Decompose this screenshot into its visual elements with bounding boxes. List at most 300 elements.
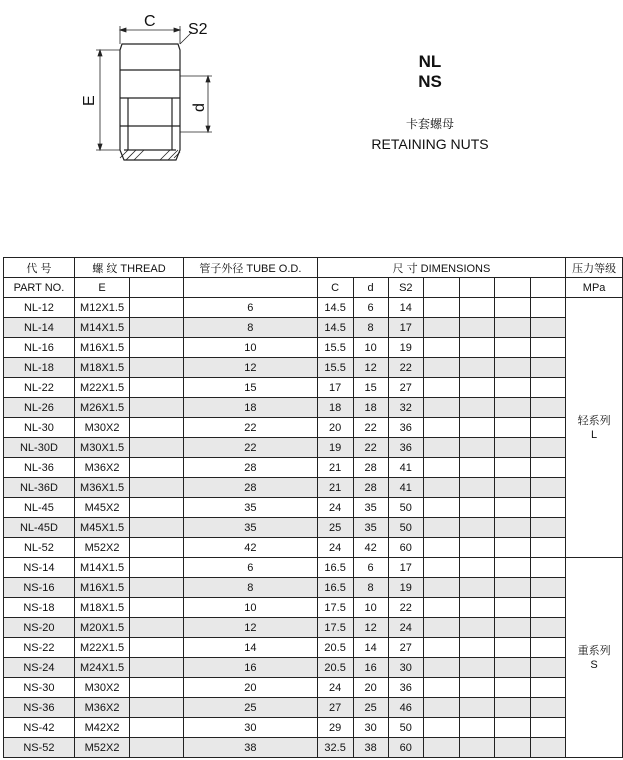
thread-e: M20X1.5: [74, 618, 129, 638]
header-tube-od: 管子外径 TUBE O.D.: [184, 258, 318, 278]
empty-cell: [531, 398, 566, 418]
thread-e: M14X1.5: [74, 318, 129, 338]
light-series-grade: [566, 298, 623, 558]
header-empty: [184, 278, 318, 298]
dim-d: 6: [353, 298, 388, 318]
part-number: NL-36: [4, 458, 75, 478]
empty-cell: [459, 338, 494, 358]
tube-od: 22: [184, 438, 318, 458]
empty-cell: [459, 478, 494, 498]
empty-cell: [130, 378, 184, 398]
table-row: [4, 318, 623, 338]
empty-cell: [423, 338, 459, 358]
title-ns: NS: [418, 72, 442, 91]
empty-cell: [495, 698, 531, 718]
dim-d: 38: [353, 738, 388, 758]
empty-cell: [423, 358, 459, 378]
dim-d: 28: [353, 478, 388, 498]
header-s2: S2: [388, 278, 423, 298]
table-row: [4, 698, 623, 718]
empty-cell: [130, 738, 184, 758]
dim-s2: 46: [388, 698, 423, 718]
empty-cell: [531, 698, 566, 718]
empty-cell: [130, 638, 184, 658]
dim-c: 16.5: [317, 558, 353, 578]
empty-cell: [531, 478, 566, 498]
dim-d: 10: [353, 598, 388, 618]
empty-cell: [423, 398, 459, 418]
dim-d: 30: [353, 718, 388, 738]
dim-c: 19: [317, 438, 353, 458]
dim-c: 24: [317, 678, 353, 698]
part-number: NL-14: [4, 318, 75, 338]
dim-s2: 36: [388, 418, 423, 438]
dim-d: 6: [353, 558, 388, 578]
empty-cell: [130, 338, 184, 358]
empty-cell: [130, 658, 184, 678]
dim-c: 18: [317, 398, 353, 418]
dim-d: 8: [353, 318, 388, 338]
empty-cell: [495, 358, 531, 378]
dimensions-table: [3, 257, 623, 758]
dim-d: 12: [353, 358, 388, 378]
grade-cn: 重系列: [577, 644, 611, 657]
tube-od: 22: [184, 418, 318, 438]
empty-cell: [423, 618, 459, 638]
empty-cell: [495, 418, 531, 438]
dim-d: 15: [353, 378, 388, 398]
header-empty: [423, 278, 459, 298]
table-row: [4, 658, 623, 678]
tube-od: 8: [184, 318, 318, 338]
empty-cell: [459, 318, 494, 338]
retaining-nut-drawing: [70, 8, 240, 178]
thread-e: M45X2: [74, 498, 129, 518]
empty-cell: [130, 718, 184, 738]
tube-od: 12: [184, 358, 318, 378]
table-row: [4, 738, 623, 758]
empty-cell: [531, 578, 566, 598]
header-e: E: [74, 278, 129, 298]
dim-s2: 22: [388, 598, 423, 618]
empty-cell: [459, 718, 494, 738]
table-row: [4, 558, 623, 578]
dim-s2: 50: [388, 498, 423, 518]
header-part-no: PART NO.: [4, 278, 75, 298]
empty-cell: [531, 338, 566, 358]
tube-od: 28: [184, 478, 318, 498]
table-row: [4, 478, 623, 498]
empty-cell: [459, 378, 494, 398]
empty-cell: [495, 498, 531, 518]
part-number: NS-24: [4, 658, 75, 678]
dim-c: 32.5: [317, 738, 353, 758]
empty-cell: [130, 698, 184, 718]
header-empty: [459, 278, 494, 298]
thread-e: M24X1.5: [74, 658, 129, 678]
dim-s2: 60: [388, 538, 423, 558]
tube-od: 42: [184, 538, 318, 558]
empty-cell: [459, 438, 494, 458]
empty-cell: [459, 418, 494, 438]
header-pressure: 压力等级: [566, 258, 623, 278]
tube-od: 6: [184, 298, 318, 318]
part-number: NL-16: [4, 338, 75, 358]
tube-od: 18: [184, 398, 318, 418]
empty-cell: [130, 538, 184, 558]
header-mpa: MPa: [566, 278, 623, 298]
dim-d: 25: [353, 698, 388, 718]
label-d: d: [191, 103, 208, 112]
grade-cn: 轻系列: [577, 414, 611, 427]
dim-c: 21: [317, 478, 353, 498]
dim-d: 12: [353, 618, 388, 638]
table-row: [4, 458, 623, 478]
dim-d: 20: [353, 678, 388, 698]
empty-cell: [423, 498, 459, 518]
table-row: [4, 578, 623, 598]
tube-od: 28: [184, 458, 318, 478]
empty-cell: [495, 598, 531, 618]
empty-cell: [423, 378, 459, 398]
part-number: NL-45D: [4, 518, 75, 538]
part-number: NL-18: [4, 358, 75, 378]
empty-cell: [423, 698, 459, 718]
tube-od: 25: [184, 698, 318, 718]
dim-s2: 19: [388, 578, 423, 598]
thread-e: M36X2: [74, 698, 129, 718]
tube-od: 30: [184, 718, 318, 738]
dim-s2: 41: [388, 478, 423, 498]
dim-d: 35: [353, 518, 388, 538]
dim-c: 20.5: [317, 638, 353, 658]
empty-cell: [459, 618, 494, 638]
empty-cell: [423, 718, 459, 738]
empty-cell: [130, 498, 184, 518]
dim-c: 25: [317, 518, 353, 538]
empty-cell: [495, 518, 531, 538]
part-number: NS-52: [4, 738, 75, 758]
part-number: NL-52: [4, 538, 75, 558]
dim-c: 15.5: [317, 338, 353, 358]
empty-cell: [495, 538, 531, 558]
dim-s2: 24: [388, 618, 423, 638]
dim-s2: 22: [388, 358, 423, 378]
table-row: [4, 298, 623, 318]
dim-s2: 27: [388, 638, 423, 658]
empty-cell: [130, 318, 184, 338]
empty-cell: [531, 458, 566, 478]
dim-s2: 14: [388, 298, 423, 318]
thread-e: M36X2: [74, 458, 129, 478]
empty-cell: [531, 378, 566, 398]
empty-cell: [423, 438, 459, 458]
grade-code: L: [591, 428, 598, 441]
empty-cell: [459, 538, 494, 558]
empty-cell: [423, 298, 459, 318]
dim-s2: 36: [388, 438, 423, 458]
table-row: [4, 618, 623, 638]
dim-d: 28: [353, 458, 388, 478]
thread-e: M26X1.5: [74, 398, 129, 418]
empty-cell: [495, 718, 531, 738]
tube-od: 15: [184, 378, 318, 398]
tube-od: 35: [184, 518, 318, 538]
part-number: NL-45: [4, 498, 75, 518]
empty-cell: [423, 598, 459, 618]
empty-cell: [423, 678, 459, 698]
dim-s2: 27: [388, 378, 423, 398]
part-number: NL-30D: [4, 438, 75, 458]
tube-od: 8: [184, 578, 318, 598]
empty-cell: [531, 678, 566, 698]
thread-e: M22X1.5: [74, 378, 129, 398]
empty-cell: [495, 338, 531, 358]
part-number: NS-18: [4, 598, 75, 618]
grade-code: S: [590, 658, 598, 671]
part-number: NL-12: [4, 298, 75, 318]
empty-cell: [130, 418, 184, 438]
dim-c: 21: [317, 458, 353, 478]
empty-cell: [423, 738, 459, 758]
empty-cell: [130, 438, 184, 458]
dim-s2: 30: [388, 658, 423, 678]
tube-od: 10: [184, 598, 318, 618]
empty-cell: [459, 578, 494, 598]
table-row: [4, 418, 623, 438]
dim-c: 14.5: [317, 298, 353, 318]
dim-c: 20.5: [317, 658, 353, 678]
thread-e: M18X1.5: [74, 598, 129, 618]
thread-e: M16X1.5: [74, 578, 129, 598]
empty-cell: [459, 358, 494, 378]
tube-od: 10: [184, 338, 318, 358]
empty-cell: [459, 518, 494, 538]
dim-d: 22: [353, 438, 388, 458]
dim-c: 27: [317, 698, 353, 718]
header-empty: [495, 278, 531, 298]
label-e: E: [81, 95, 98, 106]
empty-cell: [459, 398, 494, 418]
dim-d: 35: [353, 498, 388, 518]
part-number: NL-36D: [4, 478, 75, 498]
table-row: [4, 358, 623, 378]
header-empty: [531, 278, 566, 298]
dim-s2: 17: [388, 558, 423, 578]
thread-e: M42X2: [74, 718, 129, 738]
label-s2: S2: [188, 21, 208, 38]
empty-cell: [423, 638, 459, 658]
label-c: C: [144, 13, 156, 30]
dim-s2: 41: [388, 458, 423, 478]
dim-s2: 50: [388, 718, 423, 738]
empty-cell: [495, 638, 531, 658]
part-number: NS-20: [4, 618, 75, 638]
table-row: [4, 498, 623, 518]
empty-cell: [531, 498, 566, 518]
empty-cell: [531, 638, 566, 658]
table-row: [4, 378, 623, 398]
header-thread: 螺 纹 THREAD: [74, 258, 183, 278]
thread-e: M30X2: [74, 678, 129, 698]
empty-cell: [531, 318, 566, 338]
dim-d: 18: [353, 398, 388, 418]
empty-cell: [130, 518, 184, 538]
empty-cell: [531, 738, 566, 758]
empty-cell: [459, 298, 494, 318]
empty-cell: [495, 738, 531, 758]
header-row-2: [4, 278, 623, 298]
dim-d: 42: [353, 538, 388, 558]
empty-cell: [423, 518, 459, 538]
dim-c: 17.5: [317, 598, 353, 618]
dim-c: 20: [317, 418, 353, 438]
empty-cell: [130, 598, 184, 618]
empty-cell: [130, 558, 184, 578]
empty-cell: [423, 578, 459, 598]
title-english: RETAINING NUTS: [371, 136, 489, 152]
part-number: NL-22: [4, 378, 75, 398]
empty-cell: [130, 678, 184, 698]
empty-cell: [531, 438, 566, 458]
dim-d: 10: [353, 338, 388, 358]
part-number: NS-22: [4, 638, 75, 658]
empty-cell: [495, 478, 531, 498]
dim-c: 15.5: [317, 358, 353, 378]
dim-d: 8: [353, 578, 388, 598]
empty-cell: [531, 658, 566, 678]
thread-e: M30X1.5: [74, 438, 129, 458]
thread-e: M18X1.5: [74, 358, 129, 378]
empty-cell: [495, 438, 531, 458]
empty-cell: [531, 418, 566, 438]
empty-cell: [531, 358, 566, 378]
empty-cell: [495, 298, 531, 318]
dim-s2: 19: [388, 338, 423, 358]
tube-od: 20: [184, 678, 318, 698]
dim-d: 16: [353, 658, 388, 678]
empty-cell: [495, 378, 531, 398]
thread-e: M30X2: [74, 418, 129, 438]
dim-c: 16.5: [317, 578, 353, 598]
part-number: NS-14: [4, 558, 75, 578]
empty-cell: [130, 458, 184, 478]
table-row: [4, 398, 623, 418]
empty-cell: [531, 598, 566, 618]
empty-cell: [531, 718, 566, 738]
empty-cell: [531, 538, 566, 558]
empty-cell: [495, 658, 531, 678]
tube-od: 16: [184, 658, 318, 678]
dim-c: 24: [317, 538, 353, 558]
empty-cell: [459, 698, 494, 718]
dim-s2: 17: [388, 318, 423, 338]
dim-c: 17.5: [317, 618, 353, 638]
empty-cell: [423, 478, 459, 498]
dim-s2: 60: [388, 738, 423, 758]
empty-cell: [423, 418, 459, 438]
thread-e: M45X1.5: [74, 518, 129, 538]
empty-cell: [459, 738, 494, 758]
part-number: NL-26: [4, 398, 75, 418]
empty-cell: [495, 558, 531, 578]
empty-cell: [130, 478, 184, 498]
thread-e: M52X2: [74, 538, 129, 558]
part-number: NS-36: [4, 698, 75, 718]
header-d: d: [353, 278, 388, 298]
empty-cell: [459, 678, 494, 698]
empty-cell: [423, 658, 459, 678]
empty-cell: [531, 518, 566, 538]
tube-od: 38: [184, 738, 318, 758]
empty-cell: [130, 398, 184, 418]
dim-s2: 50: [388, 518, 423, 538]
dim-c: 14.5: [317, 318, 353, 338]
tube-od: 35: [184, 498, 318, 518]
thread-e: M52X2: [74, 738, 129, 758]
dim-c: 17: [317, 378, 353, 398]
empty-cell: [130, 298, 184, 318]
empty-cell: [495, 578, 531, 598]
table-row: [4, 338, 623, 358]
header-dimensions: 尺 寸 DIMENSIONS: [317, 258, 566, 278]
header-c: C: [317, 278, 353, 298]
empty-cell: [531, 558, 566, 578]
empty-cell: [423, 538, 459, 558]
thread-e: M36X1.5: [74, 478, 129, 498]
empty-cell: [459, 458, 494, 478]
dim-c: 29: [317, 718, 353, 738]
empty-cell: [495, 618, 531, 638]
empty-cell: [459, 498, 494, 518]
tube-od: 6: [184, 558, 318, 578]
empty-cell: [495, 398, 531, 418]
thread-e: M12X1.5: [74, 298, 129, 318]
dim-d: 14: [353, 638, 388, 658]
header-row-1: [4, 258, 623, 278]
dim-s2: 36: [388, 678, 423, 698]
dim-s2: 32: [388, 398, 423, 418]
heavy-series-grade: [566, 558, 623, 758]
part-number: NS-30: [4, 678, 75, 698]
table-row: [4, 638, 623, 658]
dim-d: 22: [353, 418, 388, 438]
title-nl: NL: [418, 52, 442, 71]
empty-cell: [459, 558, 494, 578]
empty-cell: [130, 358, 184, 378]
empty-cell: [495, 458, 531, 478]
part-number: NL-30: [4, 418, 75, 438]
part-number: NS-16: [4, 578, 75, 598]
empty-cell: [130, 578, 184, 598]
dim-c: 24: [317, 498, 353, 518]
table-row: [4, 538, 623, 558]
header-empty: [130, 278, 184, 298]
empty-cell: [423, 558, 459, 578]
empty-cell: [423, 318, 459, 338]
empty-cell: [459, 638, 494, 658]
empty-cell: [531, 298, 566, 318]
empty-cell: [495, 678, 531, 698]
thread-e: M14X1.5: [74, 558, 129, 578]
tube-od: 14: [184, 638, 318, 658]
empty-cell: [459, 598, 494, 618]
thread-e: M22X1.5: [74, 638, 129, 658]
empty-cell: [495, 318, 531, 338]
empty-cell: [531, 618, 566, 638]
empty-cell: [130, 618, 184, 638]
title-chinese: 卡套螺母: [405, 117, 454, 131]
